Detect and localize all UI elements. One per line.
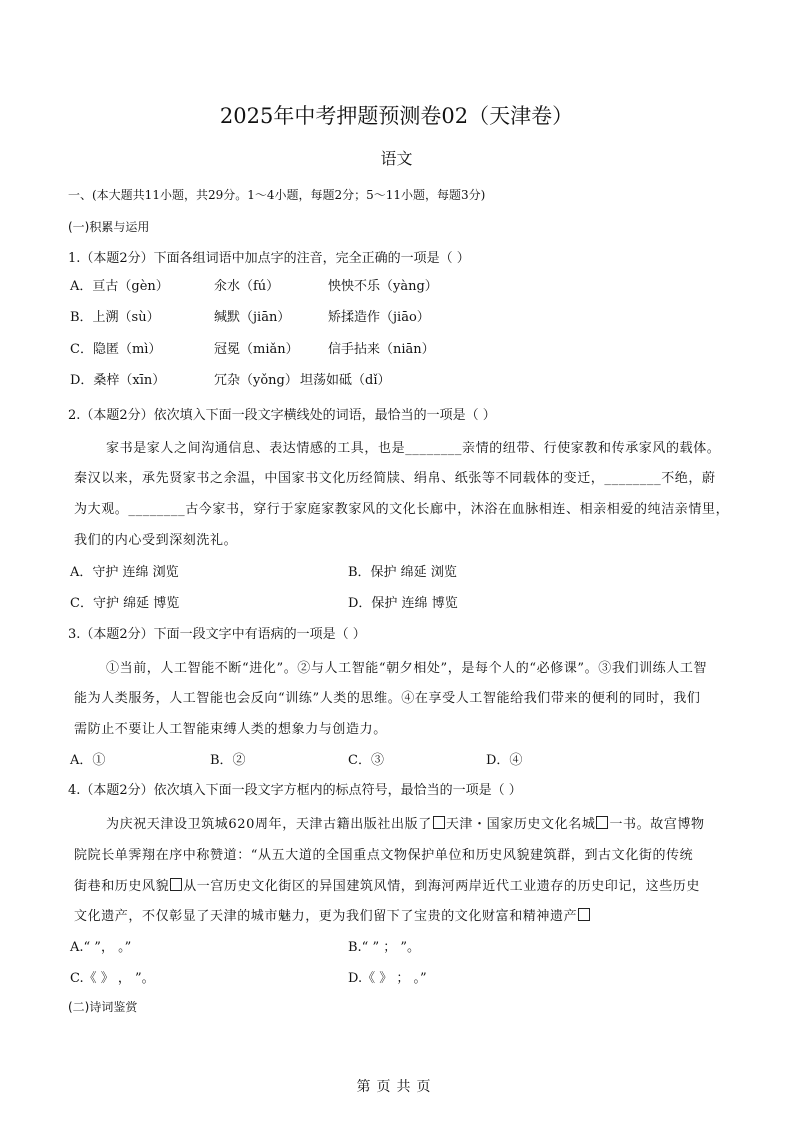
q4-passage-line — [106, 813, 705, 832]
q2-stem: 2.（本题2分）依次填入下面一段文字横线处的词语，最恰当的一项是（ ） — [68, 408, 496, 423]
q4-option-a: A.“ ”， 。” — [70, 940, 132, 955]
q4-passage-line: 院院长单霁翔在序中称赞道：“从五大道的全国重点文物保护单位和历史风貌建筑群，到古文化街的传统 — [74, 848, 694, 863]
q3-option-b: B．② — [210, 753, 246, 768]
q1-option-b: B．上溯（sù） — [70, 310, 160, 325]
q3-option-c: C．③ — [348, 753, 384, 768]
q1-option-a-3: 怏怏不乐（yàng） — [328, 279, 438, 294]
q1-option-b-3: 矫揉造作（jiāo） — [328, 310, 430, 325]
q3-option-a: A．① — [70, 753, 106, 768]
section-intro: 一、(本大题共11小题，共29分。1～4小题，每题2分；5～11小题，每题3分) — [68, 188, 486, 202]
q3-passage-line: 需防止不要让人工智能束缚人类的想象力与创造力。 — [74, 722, 387, 737]
q4-passage-line — [74, 875, 700, 894]
blank-box — [433, 816, 445, 829]
q4-text: 一书。故宫博物 — [609, 817, 705, 832]
q2-passage-line: 我们的内心受到深刻洗礼。 — [74, 533, 238, 548]
q2-passage-line: 为大观。________古今家书，穿行于家庭家教家风的文化长廊中，沐浴在血脉相连、相亲相爱的纯洁亲情里， — [74, 502, 730, 517]
q1-option-b-2: 缄默（jiān） — [214, 310, 291, 325]
q1-stem: 1.（本题2分）下面各组词语中加点字的注音，完全正确的一项是（ ） — [68, 251, 470, 266]
q1-option-c-3: 信手拈来（niān） — [328, 342, 435, 357]
part2-heading: (二)诗词鉴赏 — [68, 1000, 138, 1014]
q2-option-a: A．守护 连绵 浏览 — [70, 565, 179, 580]
q4-text: 街巷和历史风貌 — [74, 879, 170, 894]
q3-stem: 3.（本题2分）下面一段文字中有语病的一项是（ ） — [68, 627, 366, 642]
q4-stem: 4.（本题2分）依次填入下面一段文字方框内的标点符号，最恰当的一项是（ ） — [68, 783, 522, 798]
q4-option-d: D.《 》 ； 。” — [348, 971, 427, 986]
blank-box — [596, 816, 608, 829]
q2-passage-line: 家书是家人之间沟通信息、表达情感的工具，也是________亲情的纽带、行使家教和传承家风的载体。 — [106, 441, 721, 456]
page-footer: 第页共页 — [356, 1079, 437, 1095]
blank-box — [578, 908, 590, 921]
q4-text: 为庆祝天津设卫筑城620周年，天津古籍出版社出版了 — [106, 817, 432, 832]
part1-heading: (一)积累与运用 — [68, 220, 150, 234]
q3-option-d: D．④ — [486, 753, 523, 768]
q4-option-b: B.“ ” ； ”。 — [348, 940, 421, 955]
q1-option-d: D．桑梓（xīn） — [70, 373, 166, 388]
page-subtitle: 语文 — [380, 149, 413, 168]
q1-option-c-2: 冠冕（miǎn） — [214, 342, 299, 357]
q2-option-d: D．保护 连绵 博览 — [348, 596, 458, 611]
q1-option-a: A．亘古（gèn） — [70, 279, 169, 294]
q2-option-b: B．保护 绵延 浏览 — [348, 565, 457, 580]
q3-passage-line: ①当前，人工智能不断“进化”。②与人工智能“朝夕相处”，是每个人的“必修课”。③我们训练人工智 — [106, 661, 708, 676]
q1-option-d-3: 坦荡如砥（dǐ） — [300, 373, 391, 388]
q1-option-a-2: 氽水（fú） — [214, 279, 280, 294]
q3-passage-line: 能为人类服务，人工智能也会反向“训练”人类的思维。④在享受人工智能给我们带来的便利的同时，我们 — [74, 691, 701, 706]
page-title: 2025年中考押题预测卷02（天津卷） — [219, 104, 574, 128]
q4-passage-line — [74, 905, 591, 924]
q2-passage-line: 秦汉以来，承先贤家书之余温，中国家书文化历经简牍、绢帛、纸张等不同载体的变迁，________不绝，蔚 — [74, 471, 716, 486]
q4-text: 从一宫历史文化街区的异国建筑风情，到海河两岸近代工业遗存的历史印记，这些历史 — [183, 879, 701, 894]
q1-option-c: C．隐匿（mì） — [70, 342, 162, 357]
q2-option-c: C．守护 绵延 博览 — [70, 596, 180, 611]
q4-text: 文化遗产，不仅彰显了天津的城市魅力，更为我们留下了宝贵的文化财富和精神遗产 — [74, 909, 578, 924]
q4-option-c: C.《 》 ， ”。 — [70, 971, 155, 986]
blank-box — [170, 878, 182, 891]
q1-option-d-2: 冗杂（yǒng） — [214, 373, 298, 388]
q4-text: 天津・国家历史文化名城 — [445, 817, 596, 832]
